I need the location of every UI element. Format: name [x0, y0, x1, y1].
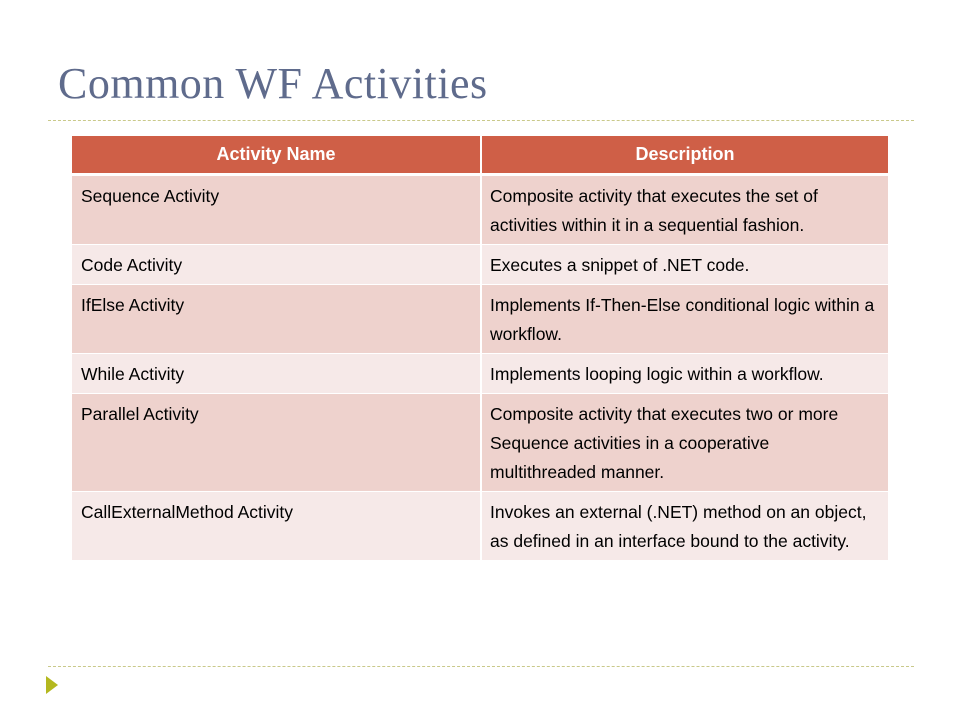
activity-description-cell: Implements If-Then-Else conditional logic within a workflow.	[481, 285, 888, 354]
activity-name-cell: Sequence Activity	[72, 175, 481, 245]
activity-description-cell: Composite activity that executes the set of activities within it in a sequential fashion.	[481, 175, 888, 245]
table-row	[72, 285, 888, 354]
activity-description-cell: Invokes an external (.NET) method on an object, as defined in an interface bound to the activity.	[481, 492, 888, 561]
table-row	[72, 492, 888, 561]
header-description: Description	[481, 136, 888, 175]
triangle-bullet-icon	[46, 676, 58, 694]
table-row	[72, 354, 888, 394]
activities-table	[72, 136, 888, 561]
activity-description-cell: Implements looping logic within a workflow.	[481, 354, 888, 394]
activity-name-cell: IfElse Activity	[72, 285, 481, 354]
table-row	[72, 394, 888, 492]
top-divider	[48, 120, 914, 121]
activity-name-cell: CallExternalMethod Activity	[72, 492, 481, 561]
table-row	[72, 245, 888, 285]
table-header-row	[72, 136, 888, 175]
activity-name-cell: Code Activity	[72, 245, 481, 285]
activity-description-cell: Composite activity that executes two or more Sequence activities in a cooperative multithreaded manner.	[481, 394, 888, 492]
table-row	[72, 175, 888, 245]
header-activity-name: Activity Name	[72, 136, 481, 175]
activity-description-cell: Executes a snippet of .NET code.	[481, 245, 888, 285]
activity-name-cell: While Activity	[72, 354, 481, 394]
activity-name-cell: Parallel Activity	[72, 394, 481, 492]
bottom-divider	[48, 666, 914, 667]
slide-title: Common WF Activities	[58, 59, 488, 108]
